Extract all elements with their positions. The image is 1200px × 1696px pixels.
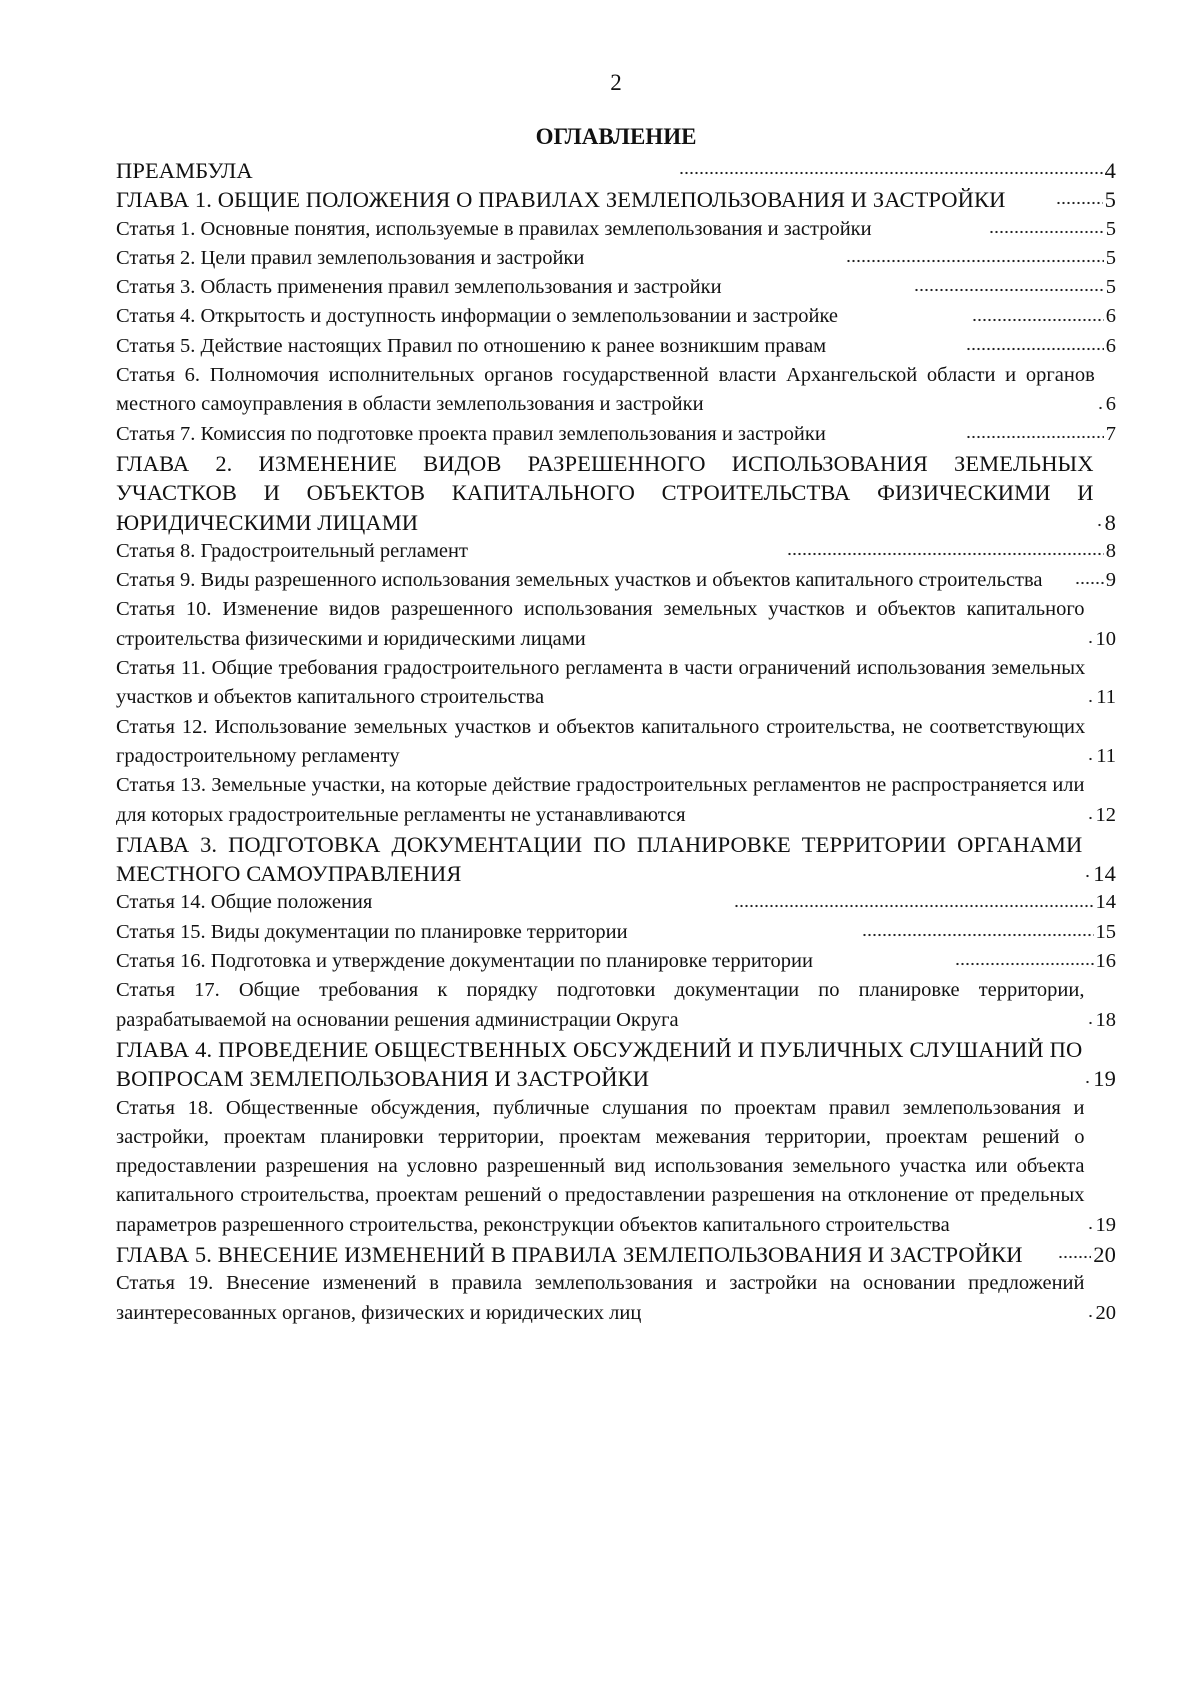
dot-leader <box>862 930 1093 940</box>
toc-entry-page: 14 <box>1095 891 1117 914</box>
dot-leader <box>955 959 1094 969</box>
toc-entry-text: Статья 11. Общие требования градостроительного регламента в части ограничений использования земельных участков и объектов капитального строительства <box>116 657 1086 709</box>
toc-entry-page: 15 <box>1095 920 1116 943</box>
toc-entry-page: 12 <box>1095 803 1116 826</box>
toc-entry-text: ПРЕАМБУЛА <box>116 158 253 183</box>
toc-entry-text: Статья 18. Общественные обсуждения, публичные слушания по проектам правил землепользования и застройки, проектам планировки территории, проектам межевания территории, проектам решений о предоставлении разрешения на условно разрешенный вид использования земельного участка или объекта капитального строительства, проектам решений о предоставлении разрешения на отклонение от предельных параметров разрешенного строительства, реконструкции объектов капитального строительства <box>116 1096 1085 1236</box>
dot-leader <box>1088 1018 1094 1028</box>
toc-entry-page: 11 <box>1096 686 1116 709</box>
toc-entry-text: Статья 9. Виды разрешенного использования земельных участков и объектов капитального строительства <box>116 569 1043 592</box>
toc-article-entry[interactable] <box>116 947 1116 976</box>
toc-entry-text: Статья 4. Открытость и доступность информации о землепользовании и застройке <box>116 305 839 328</box>
page-number: 2 <box>610 70 622 95</box>
dot-leader <box>1085 871 1091 881</box>
toc-entry-text: ГЛАВА 2. ИЗМЕНЕНИЕ ВИДОВ РАЗРЕШЕННОГО ИСПОЛЬЗОВАНИЯ ЗЕМЕЛЬНЫХ УЧАСТКОВ И ОБЪЕКТОВ КАПИТАЛЬНОГО СТРОИТЕЛЬСТВА ФИЗИЧЕСКИМИ И ЮРИДИЧЕСКИМИ ЛИЦАМИ <box>116 450 1094 535</box>
toc-article-entry[interactable] <box>116 361 1116 420</box>
toc-entry-text: Статья 13. Земельные участки, на которые действие градостроительных регламентов не распространяется или для которых градостроительные регламенты не устанавливаются <box>116 774 1085 826</box>
dot-leader <box>1085 1077 1091 1087</box>
toc-entry-text: Статья 15. Виды документации по планировке территории <box>116 920 628 943</box>
toc-article-entry[interactable] <box>116 595 1116 654</box>
toc-article-entry[interactable] <box>116 215 1116 244</box>
dot-leader <box>1088 754 1094 764</box>
toc-article-entry[interactable] <box>116 566 1116 595</box>
toc-entry-page: 5 <box>1105 217 1117 240</box>
toc-entry-page: 6 <box>1105 393 1116 416</box>
toc-entry-page: 14 <box>1093 861 1116 887</box>
toc-chapter-entry[interactable] <box>116 449 1116 537</box>
dot-leader <box>972 315 1103 325</box>
toc-entry-page: 5 <box>1105 246 1117 269</box>
toc-entry-text: Статья 19. Внесение изменений в правила землепользования и застройки на основании предложений заинтересованных органов, физических и юридических лиц <box>116 1272 1085 1324</box>
toc-article-entry[interactable] <box>116 273 1116 302</box>
dot-leader <box>914 285 1104 295</box>
toc-entry-text: Статья 10. Изменение видов разрешенного использования земельных участков и объектов капитального строительства физическими и юридическими лицами <box>116 598 1085 650</box>
toc-entry-text: Статья 3. Область применения правил землепользования и застройки <box>116 276 722 299</box>
toc-entry-text: Статья 5. Действие настоящих Правил по отношению к ранее возникшим правам <box>116 334 827 357</box>
toc-entry-text: Статья 6. Полномочия исполнительных органов государственной власти Архангельской области и органов местного самоуправления в области землепользования и застройки <box>116 364 1095 416</box>
toc-article-entry[interactable] <box>116 771 1116 830</box>
toc-entry-page: 7 <box>1105 422 1117 445</box>
toc-entry-text: ГЛАВА 3. ПОДГОТОВКА ДОКУМЕНТАЦИИ ПО ПЛАНИРОВКЕ ТЕРРИТОРИИ ОРГАНАМИ МЕСТНОГО САМОУПРАВЛЕНИЯ <box>116 831 1083 887</box>
toc-entry-page: 20 <box>1095 1301 1116 1324</box>
toc-entry-page: 6 <box>1105 305 1117 328</box>
toc-entry-page: 19 <box>1095 1213 1116 1236</box>
toc-entry-text: ГЛАВА 5. ВНЕСЕНИЕ ИЗМЕНЕНИЙ В ПРАВИЛА ЗЕМЛЕПОЛЬЗОВАНИЯ И ЗАСТРОЙКИ <box>116 1241 1023 1267</box>
toc-entry-page: 9 <box>1105 569 1117 592</box>
toc-article-entry[interactable] <box>116 1094 1116 1240</box>
toc-entry-page: 11 <box>1096 744 1116 767</box>
toc-entry-text: Статья 8. Градостроительный регламент <box>116 539 468 562</box>
toc-article-entry[interactable] <box>116 888 1116 917</box>
toc-chapter-entry[interactable] <box>116 830 1116 889</box>
dot-leader <box>1097 520 1103 530</box>
toc-title: ОГЛАВЛЕНИЕ <box>535 124 697 149</box>
toc-article-entry[interactable] <box>116 976 1116 1035</box>
toc-entry-text: Статья 14. Общие положения <box>116 891 373 914</box>
toc-entry-page: 16 <box>1095 950 1117 973</box>
toc-entry-page: 20 <box>1093 1241 1116 1267</box>
toc-chapter-entry[interactable] <box>116 156 1116 185</box>
toc-article-entry[interactable] <box>116 1269 1116 1328</box>
toc-article-entry[interactable] <box>116 918 1116 947</box>
toc-article-entry[interactable] <box>116 713 1116 772</box>
table-of-contents <box>116 156 1116 1328</box>
dot-leader <box>787 549 1103 559</box>
toc-entry-text: ГЛАВА 4. ПРОВЕДЕНИЕ ОБЩЕСТВЕННЫХ ОБСУЖДЕНИЙ И ПУБЛИЧНЫХ СЛУШАНИЙ ПО ВОПРОСАМ ЗЕМЛЕПОЛЬЗОВАНИЯ И ЗАСТРОЙКИ <box>116 1036 1083 1092</box>
toc-entry-page: 8 <box>1105 539 1117 562</box>
toc-chapter-entry[interactable] <box>116 1240 1116 1269</box>
dot-leader <box>734 901 1093 911</box>
toc-entry-page: 4 <box>1104 158 1116 183</box>
toc-entry-text: Статья 16. Подготовка и утверждение документации по планировке территории <box>116 950 813 973</box>
dot-leader <box>1058 1252 1091 1262</box>
toc-entry-page: 6 <box>1105 334 1116 357</box>
toc-chapter-entry[interactable] <box>116 185 1116 214</box>
dot-leader <box>1088 1223 1094 1233</box>
dot-leader <box>966 432 1103 442</box>
dot-leader <box>1098 403 1104 413</box>
toc-entry-page: 10 <box>1095 627 1116 650</box>
dot-leader <box>989 227 1104 237</box>
dot-leader <box>1075 578 1104 588</box>
toc-entry-page: 19 <box>1093 1066 1116 1092</box>
dot-leader <box>966 344 1103 354</box>
dot-leader <box>679 168 1102 178</box>
toc-entry-text: Статья 1. Основные понятия, используемые в правилах землепользования и застройки <box>116 217 872 240</box>
toc-entry-text: Статья 2. Цели правил землепользования и застройки <box>116 246 585 269</box>
toc-article-entry[interactable] <box>116 537 1116 566</box>
toc-article-entry[interactable] <box>116 332 1116 361</box>
toc-article-entry[interactable] <box>116 654 1116 713</box>
dot-leader <box>1088 813 1094 823</box>
toc-article-entry[interactable] <box>116 302 1116 331</box>
dot-leader <box>1088 1311 1094 1321</box>
toc-article-entry[interactable] <box>116 420 1116 449</box>
toc-article-entry[interactable] <box>116 244 1116 273</box>
toc-entry-page: 18 <box>1095 1008 1116 1031</box>
toc-entry-text: Статья 12. Использование земельных участков и объектов капитального строительства, не соответствующих градостроительному регламенту <box>116 715 1086 767</box>
toc-chapter-entry[interactable] <box>116 1035 1116 1094</box>
toc-entry-text: Статья 7. Комиссия по подготовке проекта правил землепользования и застройки <box>116 422 826 445</box>
toc-entry-text: ГЛАВА 1. ОБЩИЕ ПОЛОЖЕНИЯ О ПРАВИЛАХ ЗЕМЛЕПОЛЬЗОВАНИЯ И ЗАСТРОЙКИ <box>116 187 1006 213</box>
dot-leader <box>846 256 1104 266</box>
toc-entry-page: 5 <box>1104 187 1117 213</box>
toc-entry-text: Статья 17. Общие требования к порядку подготовки документации по планировке территории, разрабатываемой на основании решения администрации Округа <box>116 979 1085 1031</box>
dot-leader <box>1088 696 1094 706</box>
dot-leader <box>1056 198 1103 208</box>
toc-entry-page: 8 <box>1104 509 1116 535</box>
toc-entry-page: 5 <box>1105 276 1117 299</box>
dot-leader <box>1088 637 1094 647</box>
